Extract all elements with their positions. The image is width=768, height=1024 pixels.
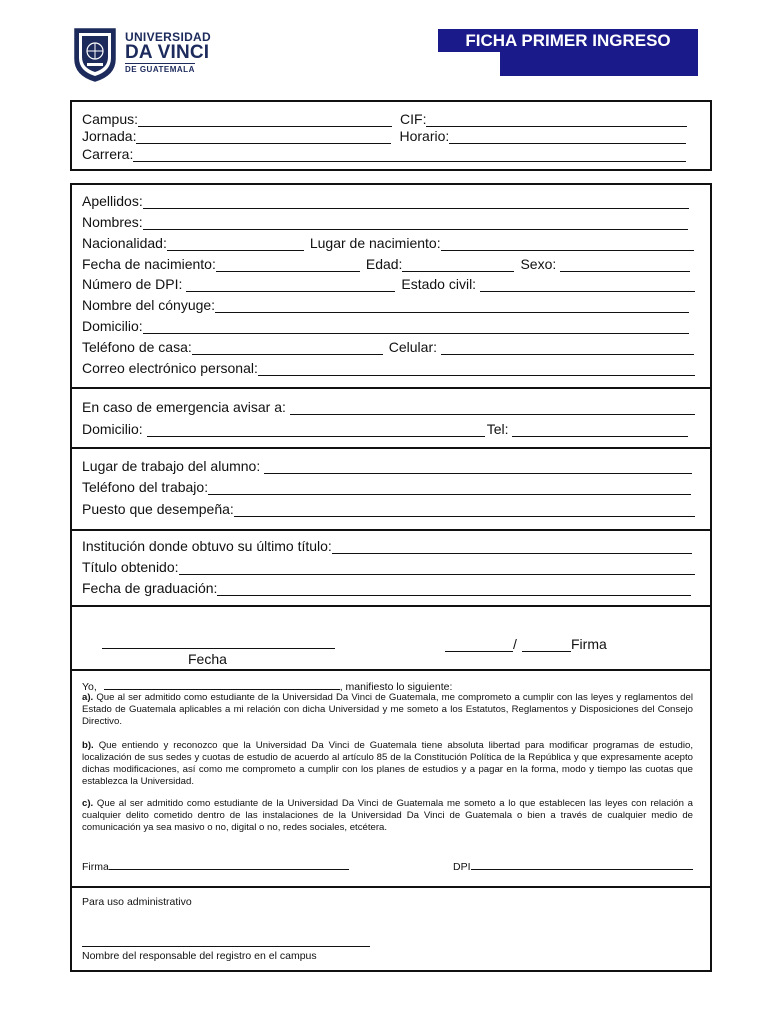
jornada-label: Jornada: [82, 128, 137, 144]
lugar-trabajo-field[interactable] [264, 460, 692, 474]
clause-a-label: a). [82, 692, 94, 703]
sexo-label: Sexo: [520, 256, 557, 272]
manifiesto-text: , manifiesto lo siguiente: [339, 681, 453, 693]
carrera-label: Carrera: [82, 146, 134, 162]
fecha-graduacion-field[interactable] [217, 582, 691, 596]
telefono-trabajo-field[interactable] [208, 481, 691, 495]
correo-field[interactable] [258, 362, 695, 376]
conyuge-label: Nombre del cónyuge: [82, 297, 216, 313]
cif-label: CIF: [400, 111, 427, 127]
telefono-trabajo-row [82, 479, 691, 495]
yo-label: Yo, [82, 681, 97, 693]
campus-row [82, 111, 687, 127]
domicilio-row [82, 318, 689, 334]
clause-a [82, 692, 693, 728]
domicilio-label: Domicilio: [82, 318, 143, 334]
horario-label: Horario: [399, 128, 450, 144]
conyuge-field[interactable] [215, 299, 689, 313]
university-crest-logo [73, 27, 117, 82]
nombres-label: Nombres: [82, 214, 143, 230]
cif-field[interactable] [426, 113, 687, 127]
nacionalidad-label: Nacionalidad: [82, 235, 167, 251]
form-title: FICHA PRIMER INGRESO [438, 29, 698, 52]
firma-line-2[interactable] [522, 651, 571, 652]
title-bar-accent [500, 52, 698, 76]
emergencia-domicilio-row [82, 421, 688, 437]
apellidos-row [82, 193, 689, 209]
dpi-field[interactable] [186, 278, 395, 292]
horario-field[interactable] [449, 130, 686, 144]
emergencia-domicilio-label: Domicilio: [82, 421, 143, 437]
conyuge-row [82, 297, 689, 313]
apellidos-label: Apellidos: [82, 193, 143, 209]
titulo-row [82, 559, 695, 575]
logo-line-3: DE GUATEMALA [125, 65, 195, 74]
university-logo-text [125, 30, 211, 74]
firma-line-1[interactable] [445, 651, 513, 652]
logo-line-1: UNIVERSIDAD [125, 30, 211, 44]
declaration-firma-label: Firma [82, 861, 109, 873]
celular-field[interactable] [441, 341, 694, 355]
declaration-firma-field[interactable] [109, 860, 349, 870]
declaration-dpi-label: DPI [453, 861, 471, 873]
fecha-caption: Fecha [188, 651, 227, 667]
responsable-caption: Nombre del responsable del registro en el campus [82, 950, 317, 962]
lugar-trabajo-label: Lugar de trabajo del alumno: [82, 458, 261, 474]
apellidos-field[interactable] [143, 195, 689, 209]
institucion-field[interactable] [332, 540, 692, 554]
domicilio-field[interactable] [143, 320, 689, 334]
jornada-row [82, 128, 686, 144]
firma-caption: Firma [571, 636, 607, 652]
divider [70, 387, 712, 389]
sexo-field[interactable] [560, 258, 690, 272]
clause-b-text: Que entiendo y reconozco que la Universidad Da Vinci de Guatemala tiene absoluta libertad para modificar programas de estudio, localización de sus sedes y cuotas de estudio de acuerdo al artículo 85 de la Constitución Política de la República y que expresamente acepto dichas modificaciones, así como me comprometo a cumplir con los planes de estudios y a pagar en la forma, modo y tiempo las cuotas que establezca la Universidad. [82, 740, 694, 787]
telefono-trabajo-label: Teléfono del trabajo: [82, 479, 209, 495]
campus-field[interactable] [138, 113, 392, 127]
emergencia-tel-label: Tel: [486, 421, 509, 437]
telefono-casa-row [82, 339, 694, 355]
divider [70, 529, 712, 531]
declaration-dpi-field[interactable] [471, 860, 693, 870]
nacionalidad-row [82, 235, 694, 251]
divider [70, 669, 712, 671]
campus-label: Campus: [82, 111, 139, 127]
yo-name-field[interactable] [104, 680, 340, 690]
nombres-row [82, 214, 688, 230]
clause-c-text: Que al ser admitido como estudiante de la Universidad Da Vinci de Guatemala me someto a lo que establecen las leyes con relación a cualquier delito cometido dentro de las instalaciones de la Universidad Da Vinci de Guatemala o bien a través de cualquier medio de comunicación ya sea masivo o no, digital o no, redes sociales, etcétera. [82, 798, 694, 833]
puesto-field[interactable] [234, 503, 695, 517]
emergencia-label: En caso de emergencia avisar a: [82, 399, 286, 415]
fecha-graduacion-row [82, 580, 691, 596]
carrera-field[interactable] [133, 148, 686, 162]
emergencia-tel-field[interactable] [512, 423, 688, 437]
fecha-graduacion-label: Fecha de graduación: [82, 580, 218, 596]
clause-c-label: c). [82, 798, 94, 809]
divider [70, 886, 712, 888]
estado-civil-field[interactable] [480, 278, 695, 292]
dpi-row [82, 276, 695, 292]
jornada-field[interactable] [136, 130, 391, 144]
responsable-signature-line[interactable] [82, 946, 370, 947]
celular-label: Celular: [388, 339, 437, 355]
firma-slash: / [513, 636, 517, 652]
clause-c [82, 798, 693, 834]
dpi-label: Número de DPI: [82, 276, 183, 292]
edad-label: Edad: [365, 256, 403, 272]
fecha-nacimiento-row [82, 256, 690, 272]
correo-row [82, 360, 695, 376]
clause-b-label: b). [82, 740, 94, 751]
emergencia-row [82, 399, 695, 415]
nombres-field[interactable] [143, 216, 688, 230]
institucion-label: Institución donde obtuvo su último título: [82, 538, 332, 554]
nacionalidad-field[interactable] [167, 237, 304, 251]
institucion-row [82, 538, 692, 554]
logo-line-2: DA VINCI [125, 42, 210, 63]
puesto-label: Puesto que desempeña: [82, 501, 234, 517]
declaration-firma-row [82, 860, 349, 873]
fecha-signature-line[interactable] [102, 648, 335, 649]
titulo-field[interactable] [179, 561, 695, 575]
lugar-nacimiento-label: Lugar de nacimiento: [309, 235, 441, 251]
titulo-label: Título obtenido: [82, 559, 179, 575]
divider [70, 447, 712, 449]
admin-title: Para uso administrativo [82, 896, 192, 908]
fecha-nacimiento-field[interactable] [216, 258, 360, 272]
correo-label: Correo electrónico personal: [82, 360, 258, 376]
fecha-nacimiento-label: Fecha de nacimiento: [82, 256, 216, 272]
puesto-row [82, 501, 695, 517]
carrera-row [82, 146, 686, 162]
lugar-trabajo-row [82, 458, 692, 474]
emergencia-domicilio-field[interactable] [147, 423, 485, 437]
clause-b [82, 740, 693, 788]
telefono-casa-label: Teléfono de casa: [82, 339, 192, 355]
estado-civil-label: Estado civil: [401, 276, 477, 292]
divider [70, 605, 712, 607]
clause-a-text: Que al ser admitido como estudiante de la Universidad Da Vinci de Guatemala, me comprometo a cumplir con las leyes y reglamentos del Estado de Guatemala aplicables a mi relación con dicha Universidad y me someto a los Estatutos, Reglamentos y Disposiciones del Consejo Directivo. [82, 692, 693, 727]
lugar-nacimiento-field[interactable] [441, 237, 694, 251]
emergencia-field[interactable] [290, 401, 695, 415]
telefono-casa-field[interactable] [192, 341, 383, 355]
declaration-dpi-row [453, 860, 693, 873]
edad-field[interactable] [402, 258, 514, 272]
